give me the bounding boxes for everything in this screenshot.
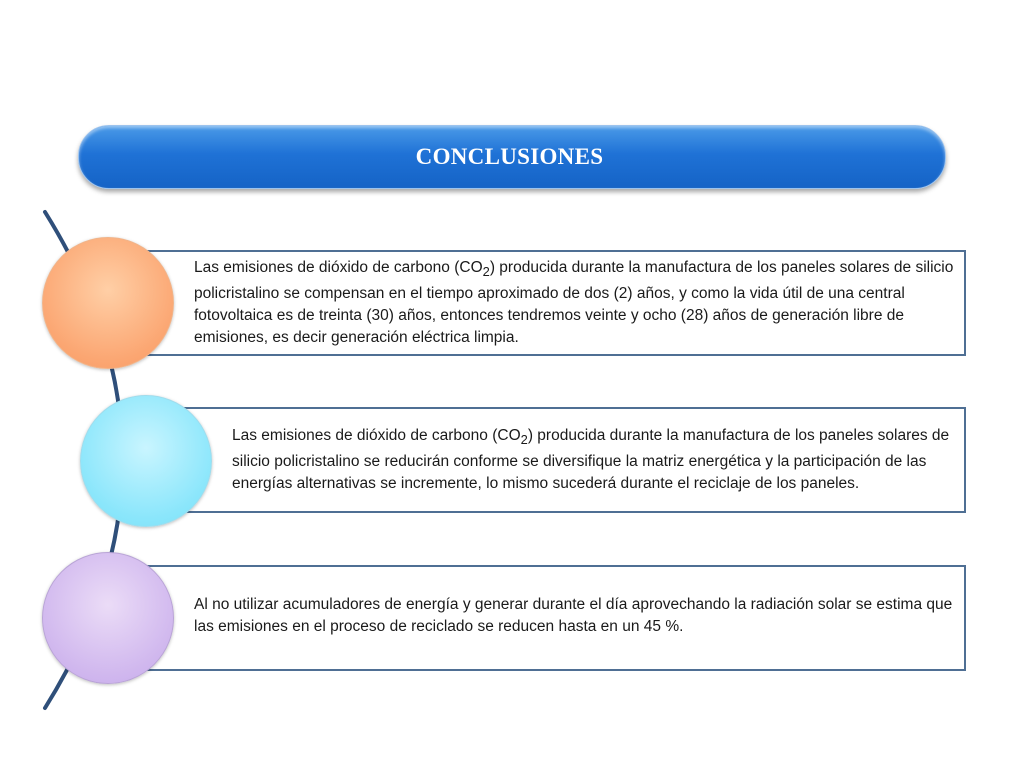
header-title: CONCLUSIONES [415, 144, 604, 169]
purple-circle-marker [42, 552, 174, 684]
conclusion-text-1: Las emisiones de dióxido de carbono $(CO_2)$ producida durante la manufactura de los paneles solares de silicio policristalino se compensan en el tiempo aproximado de dos (2) años, y como la vida útil de una central fotovoltaica es de treinta (30) años, entonces tendremos veinte y ocho (28) años de generación libre de emisiones, es decir generación eléctrica limpia. [194, 258, 954, 347]
conclusion-text-3: Al no utilizar acumuladores de energía y generar durante el día aprovechando la radiación solar se estima que las emisiones en el proceso de reciclado se reducen hasta en un 45 %. [194, 595, 953, 635]
orange-circle-marker [42, 237, 174, 369]
cyan-circle-marker [80, 395, 212, 527]
conclusion-box-2 [146, 407, 966, 513]
conclusion-box-3 [108, 565, 966, 671]
conclusion-text-2: Las emisiones de dióxido de carbono $(CO_2)$ producida durante la manufactura de los paneles solares de silicio policristalino se reducirán conforme se diversifique la matriz energética y la participación de las energías alternativas se incremente, lo mismo sucederá durante el reciclaje de los paneles. [232, 426, 950, 493]
conclusion-box-1 [108, 250, 966, 356]
